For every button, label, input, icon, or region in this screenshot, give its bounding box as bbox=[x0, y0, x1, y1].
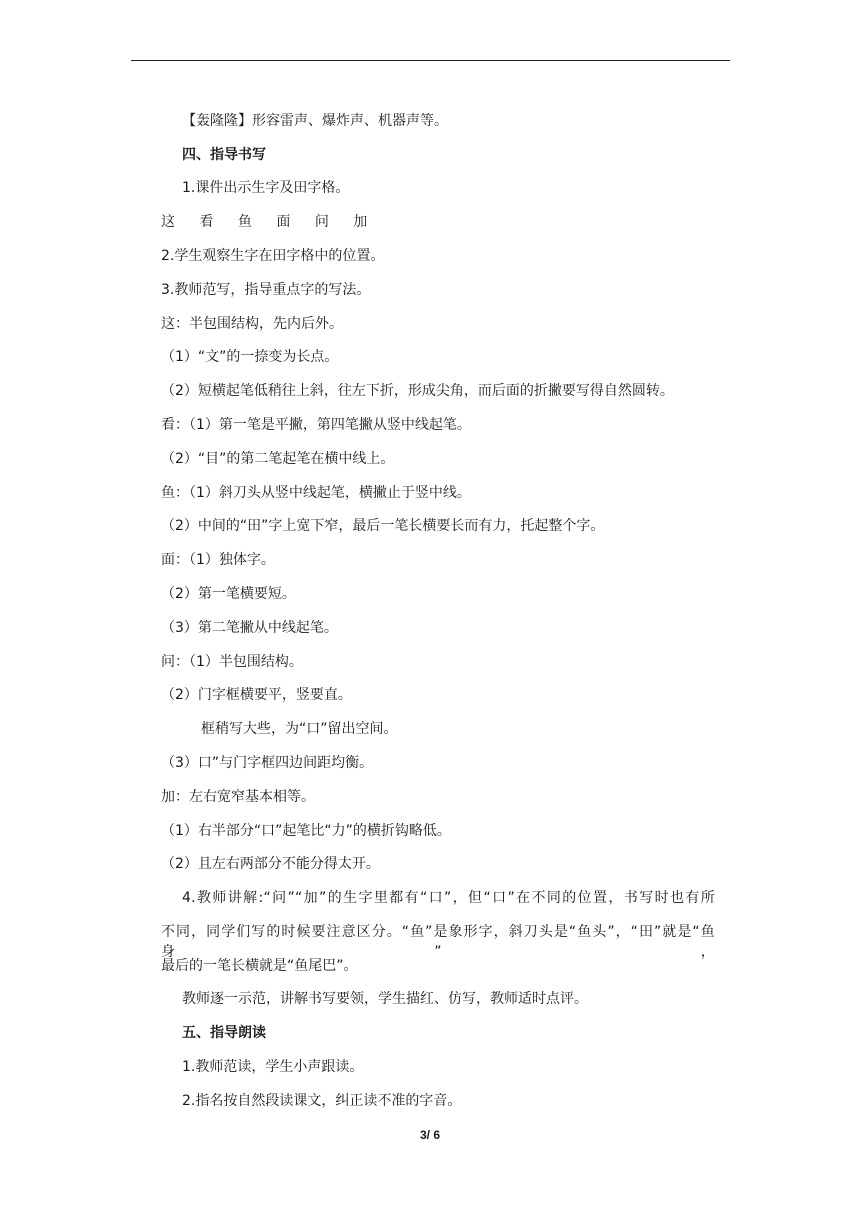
text-line: 面：（1）独体字。 bbox=[161, 552, 275, 568]
text-line: 2.指名按自然段读课文，纠正读不准的字音。 bbox=[182, 1093, 462, 1109]
text-line: 1.课件出示生字及田字格。 bbox=[182, 180, 350, 196]
character: 这 bbox=[161, 214, 175, 230]
header-rule bbox=[131, 60, 730, 61]
text-line: （2）中间的“田”字上宽下窄，最后一笔长横要长而有力，托起整个字。 bbox=[161, 518, 605, 534]
paragraph-line: 4.教师讲解:“问”“加”的生字里都有“口”，但“口”在不同的位置，书写时也有所 bbox=[182, 890, 715, 906]
text-line: （1）“文”的一捺变为长点。 bbox=[161, 349, 339, 365]
text-line: （2）第一笔横要短。 bbox=[161, 586, 296, 602]
text-line: 加：左右宽窄基本相等。 bbox=[161, 789, 315, 805]
text-line: 这：半包围结构，先内后外。 bbox=[161, 316, 343, 332]
character: 问 bbox=[314, 214, 329, 230]
character-list bbox=[161, 212, 387, 232]
section-heading: 四、指导书写 bbox=[182, 147, 266, 163]
text-line: （3）第二笔撇从中线起笔。 bbox=[161, 620, 338, 636]
text-line: （2）短横起笔低稍往上斜，往左下折，形成尖角，而后面的折撇要写得自然圆转。 bbox=[161, 383, 674, 399]
page-number: 3/ 6 bbox=[419, 1128, 440, 1142]
paragraph-line: 最后的一笔长横就是“鱼尾巴”。 bbox=[161, 958, 358, 974]
character: 加 bbox=[353, 214, 368, 230]
character: 看 bbox=[199, 214, 214, 230]
paragraph-line: 不同，同学们写的时候要注意区分。“鱼”是象形字，斜刀头是“鱼头”，“田”就是“鱼身”， bbox=[161, 924, 715, 960]
text-line: （3）口”与门字框四边间距均衡。 bbox=[161, 755, 374, 771]
text-line: 问：（1）半包围结构。 bbox=[161, 654, 303, 670]
text-line: （1）右半部分“口”起笔比“力”的横折钩略低。 bbox=[161, 823, 451, 839]
text-line: 1.教师范读，学生小声跟读。 bbox=[182, 1059, 364, 1075]
text-line: （2）“目”的第二笔起笔在横中线上。 bbox=[161, 451, 395, 467]
text-line: （2）门字框横要平，竖要直。 bbox=[161, 687, 352, 703]
text-line: （2）且左右两部分不能分得太开。 bbox=[161, 856, 380, 872]
section-heading: 五、指导朗读 bbox=[182, 1025, 266, 1041]
character: 鱼 bbox=[237, 214, 252, 230]
text-line: 看：（1）第一笔是平撇，第四笔撇从竖中线起笔。 bbox=[161, 417, 471, 433]
text-line: 2.学生观察生字在田字格中的位置。 bbox=[161, 248, 385, 264]
character: 面 bbox=[276, 214, 291, 230]
text-line: 3.教师范写，指导重点字的写法。 bbox=[161, 282, 371, 298]
text-line: 【轰隆隆】形容雷声、爆炸声、机器声等。 bbox=[182, 113, 448, 129]
text-line: 框稍写大些，为“口”留出空间。 bbox=[201, 721, 398, 737]
text-line: 鱼：（1）斜刀头从竖中线起笔，横撇止于竖中线。 bbox=[161, 485, 471, 501]
text-line: 教师逐一示范，讲解书写要领，学生描红、仿写，教师适时点评。 bbox=[182, 991, 588, 1007]
